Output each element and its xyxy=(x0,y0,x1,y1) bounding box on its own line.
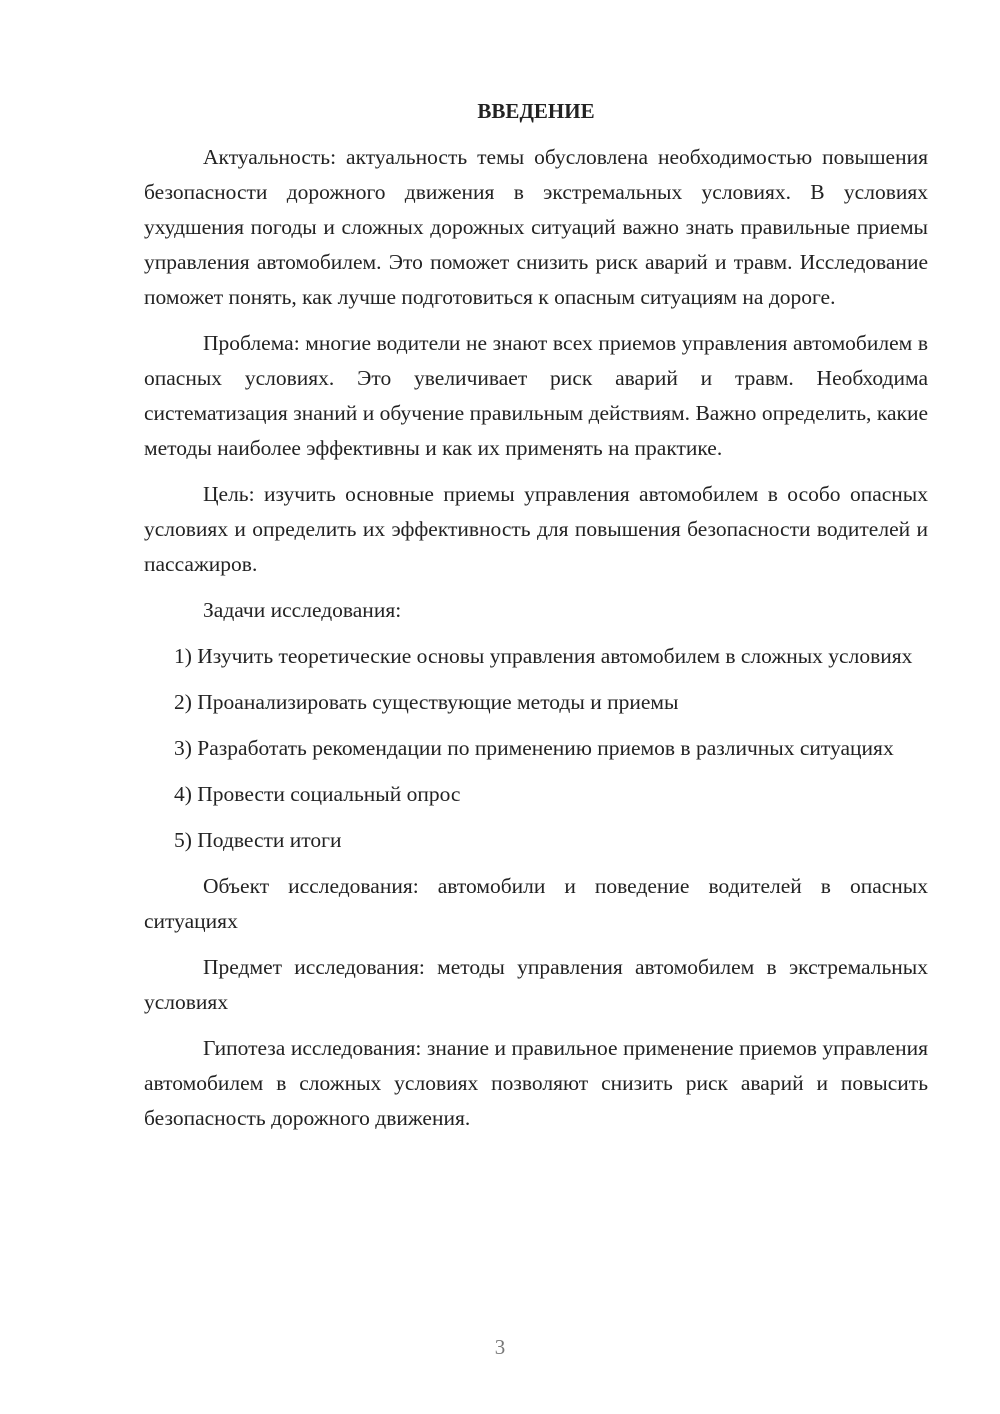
task-item-3: 3) Разработать рекомендации по применению приемов в различных ситуациях xyxy=(174,736,894,760)
hypothesis-paragraph: Гипотеза исследования: знание и правильное применение приемов управления автомобилем в сложных условиях позволяют снизить риск аварий и повысить безопасность дорожного движения. xyxy=(144,1036,928,1130)
task-item-1: 1) Изучить теоретические основы управления автомобилем в сложных условиях xyxy=(174,644,913,668)
page-number: 3 xyxy=(494,1335,506,1359)
goal-paragraph: Цель: изучить основные приемы управления автомобилем в особо опасных условиях и определить их эффективность для повышения безопасности водителей и пассажиров. xyxy=(144,482,928,576)
task-item-4: 4) Провести социальный опрос xyxy=(174,782,461,806)
section-title: ВВЕДЕНИЕ xyxy=(477,99,595,123)
problem-paragraph: Проблема: многие водители не знают всех приемов управления автомобилем в опасных условиях. Это увеличивает риск аварий и травм. Необходима систематизация знаний и обучение правильным действиям. Важно определить, какие методы наиболее эффективны и как их применять на практике. xyxy=(144,331,928,460)
object-paragraph: Объект исследования: автомобили и поведение водителей в опасных ситуациях xyxy=(144,874,928,933)
relevance-paragraph: Актуальность: актуальность темы обусловлена необходимостью повышения безопасности дорожного движения в экстремальных условиях. В условиях ухудшения погоды и сложных дорожных ситуаций важно знать правильные приемы управления автомобилем. Это поможет снизить риск аварий и травм. Исследование поможет понять, как лучше подготовиться к опасным ситуациям на дороге. xyxy=(144,145,928,309)
tasks-heading: Задачи исследования: xyxy=(203,598,402,622)
subject-paragraph: Предмет исследования: методы управления автомобилем в экстремальных условиях xyxy=(144,955,928,1014)
task-item-2: 2) Проанализировать существующие методы и приемы xyxy=(174,690,679,714)
page-content xyxy=(144,94,928,1147)
task-item-5: 5) Подвести итоги xyxy=(174,828,342,852)
